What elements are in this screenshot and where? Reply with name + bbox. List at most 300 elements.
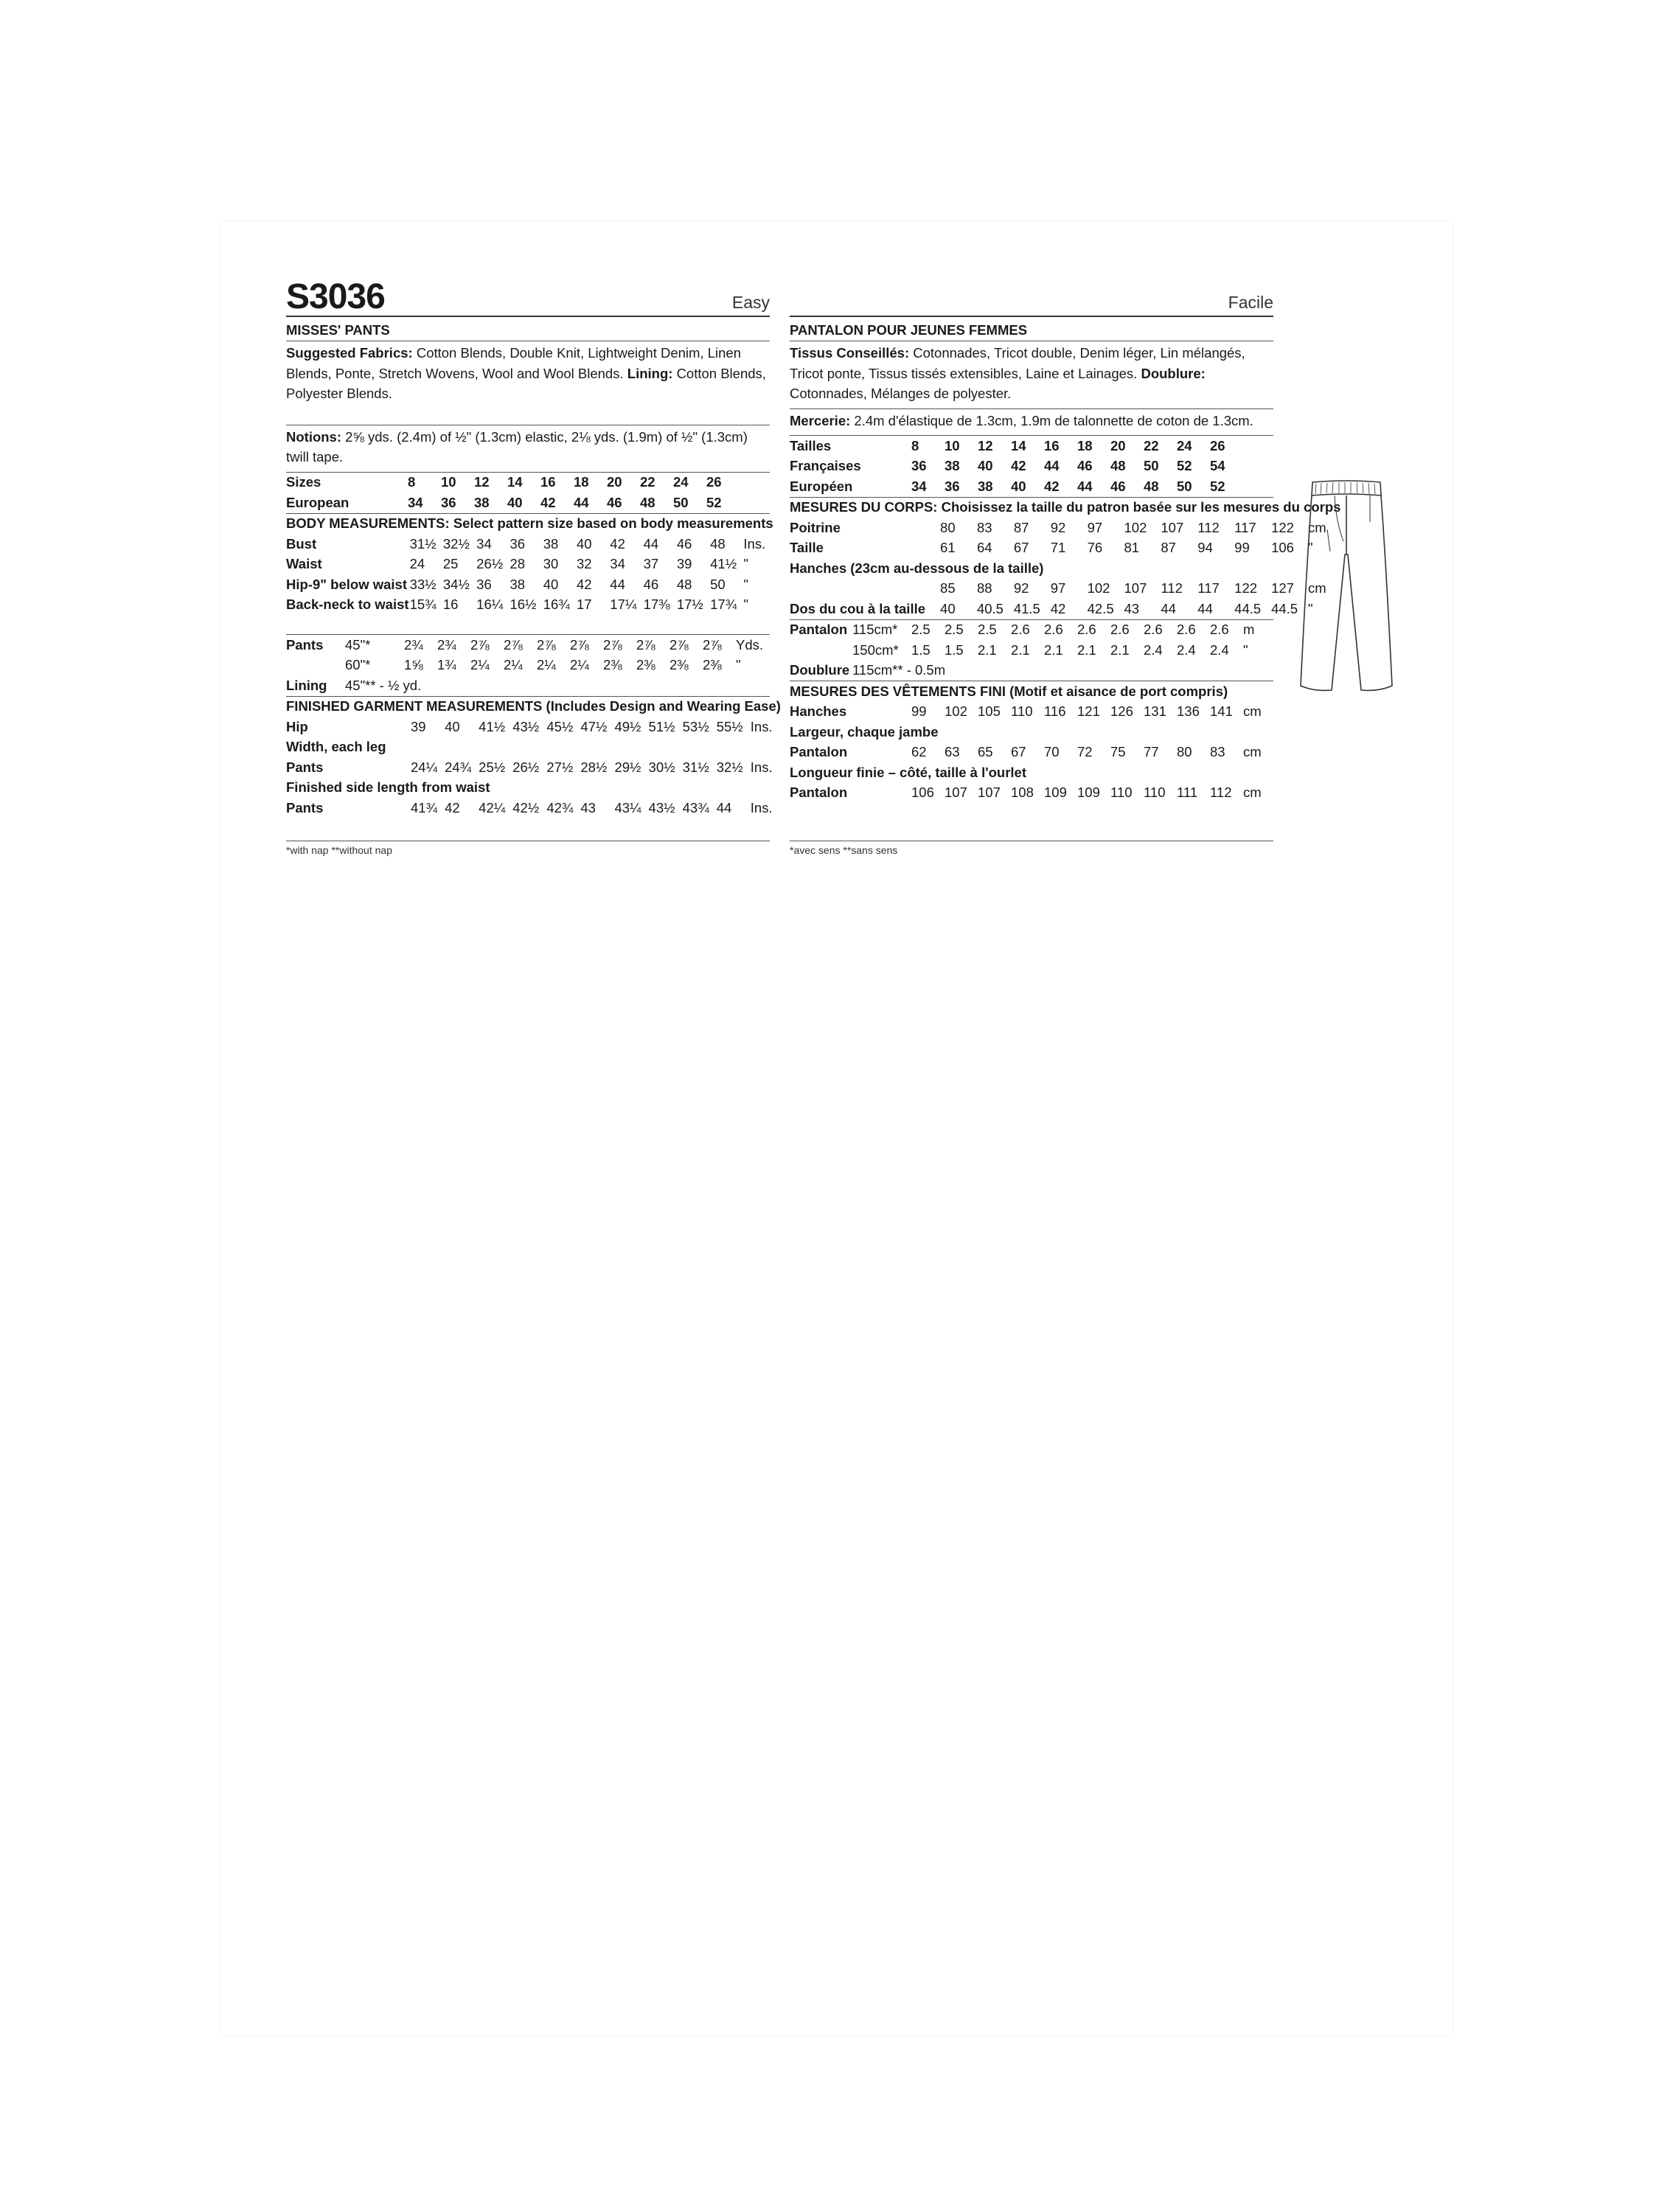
value-cell: 80 bbox=[940, 519, 956, 535]
value-cell: 36 bbox=[911, 458, 927, 474]
fabrics-section bbox=[286, 341, 770, 425]
value-cell: 46 bbox=[607, 494, 622, 510]
francaises-row bbox=[790, 456, 1243, 477]
value-cell: 40 bbox=[1011, 478, 1026, 494]
value-cell: 2.5 bbox=[945, 622, 964, 638]
value-cell: 34½ bbox=[442, 576, 470, 592]
value-cell: 32 bbox=[577, 556, 592, 572]
section-heading: MESURES DES VÊTEMENTS FINI (Motif et aisance de port compris) bbox=[790, 683, 1228, 699]
value-cell: 14 bbox=[507, 474, 523, 490]
header-en bbox=[286, 273, 770, 317]
value-cell: 48 bbox=[710, 535, 726, 552]
value-cell: 2⅞ bbox=[570, 636, 589, 653]
value-cell: 40 bbox=[577, 535, 592, 552]
value-cell: 20 bbox=[1110, 437, 1126, 453]
value-cell: 17 bbox=[577, 597, 592, 613]
english-column bbox=[286, 273, 781, 818]
yardage-row bbox=[790, 620, 1273, 641]
value-cell: 2⅞ bbox=[537, 636, 556, 653]
value-cell: 141 bbox=[1210, 703, 1233, 720]
value-cell: 39 bbox=[676, 556, 692, 572]
section-heading: BODY MEASUREMENTS: Select pattern size based on body measurements bbox=[286, 515, 773, 532]
value-cell: 2.6 bbox=[1210, 622, 1229, 638]
value-cell: 42¼ bbox=[479, 799, 506, 815]
body-measure-row bbox=[286, 534, 773, 554]
width-label: 115cm** - 0.5m bbox=[852, 662, 946, 678]
value-cell: 2.6 bbox=[1110, 622, 1130, 638]
value-cell: 99 bbox=[911, 703, 927, 720]
value-cell: 52 bbox=[1210, 478, 1225, 494]
value-cell: 20 bbox=[607, 474, 622, 490]
pants-line-drawing-icon bbox=[1298, 478, 1395, 699]
value-cell: 44 bbox=[1044, 458, 1060, 474]
lining-text: Cotton Blends, Polyester Blends. bbox=[286, 365, 766, 401]
value-cell: 17¼ bbox=[610, 597, 637, 613]
value-cell: 2¾ bbox=[404, 636, 423, 653]
unit-cell: " bbox=[1307, 540, 1313, 556]
value-cell: 92 bbox=[1050, 519, 1066, 535]
value-cell: 92 bbox=[1013, 580, 1029, 597]
value-cell: 42¾ bbox=[546, 799, 574, 815]
lining-row bbox=[286, 675, 765, 696]
largeur-row bbox=[790, 742, 1273, 763]
value-cell: 87 bbox=[1161, 540, 1176, 556]
value-cell: 41¾ bbox=[411, 799, 438, 815]
value-cell: 8 bbox=[911, 437, 919, 453]
length-row bbox=[286, 798, 781, 818]
unit-cell: m bbox=[1243, 622, 1255, 638]
row-label: Européen bbox=[790, 478, 853, 494]
value-cell: 48 bbox=[640, 494, 655, 510]
value-cell: 40.5 bbox=[976, 600, 1004, 616]
value-cell: 109 bbox=[1077, 785, 1100, 801]
row-label bbox=[790, 640, 852, 661]
value-cell: 117 bbox=[1234, 519, 1256, 535]
value-cell: 106 bbox=[1271, 540, 1294, 556]
value-cell: 102 bbox=[1087, 580, 1110, 597]
value-cell: 1⅝ bbox=[404, 657, 423, 673]
section-heading: Longueur finie – côté, taille à l'ourlet bbox=[790, 764, 1027, 780]
value-cell: 39 bbox=[411, 718, 426, 734]
value-cell: 64 bbox=[976, 540, 992, 556]
fabrics-section-fr bbox=[790, 341, 1273, 409]
value-cell: 42 bbox=[577, 576, 592, 592]
width-label: 45"* bbox=[345, 636, 371, 653]
value-cell: 8 bbox=[408, 474, 416, 490]
value-cell: 15¾ bbox=[409, 597, 437, 613]
value-cell: 36 bbox=[441, 494, 456, 510]
row-label: Lining bbox=[286, 677, 327, 693]
value-cell: 51½ bbox=[648, 718, 675, 734]
value-cell: 16¼ bbox=[476, 597, 504, 613]
unit-cell: " bbox=[736, 657, 741, 673]
value-cell: 2¼ bbox=[570, 657, 589, 673]
value-cell: 44 bbox=[610, 576, 625, 592]
value-cell: 48 bbox=[1144, 478, 1159, 494]
value-cell: 77 bbox=[1144, 744, 1159, 760]
value-cell: 45½ bbox=[546, 718, 574, 734]
tailles-row bbox=[790, 436, 1243, 456]
value-cell: 44.5 bbox=[1271, 600, 1298, 616]
value-cell: 42 bbox=[1011, 458, 1026, 474]
value-cell: 62 bbox=[911, 744, 927, 760]
unit-cell: cm bbox=[1243, 744, 1262, 760]
fabrics-label: Suggested Fabrics: bbox=[286, 345, 413, 361]
value-cell: 2.1 bbox=[1044, 641, 1063, 658]
value-cell: 2.5 bbox=[978, 622, 997, 638]
hanches-row bbox=[790, 579, 1340, 599]
value-cell: 55½ bbox=[716, 718, 743, 734]
value-cell: 1.5 bbox=[945, 641, 964, 658]
lining-label-fr: Doublure: bbox=[1141, 365, 1206, 381]
value-cell: 127 bbox=[1271, 580, 1294, 597]
row-label bbox=[286, 655, 345, 676]
row-label bbox=[790, 579, 940, 599]
value-cell: 65 bbox=[978, 744, 993, 760]
value-cell: 43¾ bbox=[682, 799, 709, 815]
value-cell: 110 bbox=[1110, 785, 1133, 801]
value-cell: 26½ bbox=[512, 759, 540, 775]
value-cell: 38 bbox=[474, 494, 490, 510]
value-cell: 40 bbox=[445, 718, 460, 734]
value-cell: 2.1 bbox=[1077, 641, 1096, 658]
section-heading-row bbox=[286, 697, 781, 717]
value-cell: 122 bbox=[1271, 519, 1294, 535]
value-cell: 29½ bbox=[614, 759, 641, 775]
yardage-row bbox=[286, 635, 765, 655]
value-cell: 42 bbox=[610, 535, 625, 552]
value-cell: 136 bbox=[1177, 703, 1200, 720]
value-cell: 2¼ bbox=[504, 657, 523, 673]
row-label: Hip bbox=[286, 718, 308, 734]
value-cell: 83 bbox=[1210, 744, 1225, 760]
value-cell: 112 bbox=[1161, 580, 1183, 597]
value-cell: 50 bbox=[1144, 458, 1159, 474]
value-cell: 24¾ bbox=[445, 759, 472, 775]
value-cell: 102 bbox=[945, 703, 967, 720]
section-heading: FINISHED GARMENT MEASUREMENTS (Includes Design and Wearing Ease) bbox=[286, 698, 781, 714]
value-cell: 2.4 bbox=[1177, 641, 1196, 658]
value-cell: 17½ bbox=[676, 597, 703, 613]
row-label: Tailles bbox=[790, 437, 832, 453]
width-row bbox=[286, 757, 781, 778]
hanches-fin-row bbox=[790, 702, 1273, 723]
row-label: Pants bbox=[286, 636, 324, 653]
body-measurements-en bbox=[286, 514, 773, 616]
value-cell: 16½ bbox=[509, 597, 537, 613]
row-label: Bust bbox=[286, 535, 317, 552]
row-label: Pantalon bbox=[790, 744, 848, 760]
value-cell: 10 bbox=[945, 437, 960, 453]
value-cell: 2⅞ bbox=[470, 636, 490, 653]
yardage-row bbox=[790, 640, 1273, 661]
fabrics-text: Cotton Blends, Double Knit, Lightweight Denim, Linen Blends, Ponte, Stretch Wovens, Wool and Wool Blends. bbox=[286, 345, 741, 381]
value-cell: 67 bbox=[1011, 744, 1026, 760]
value-cell: 2¼ bbox=[470, 657, 490, 673]
value-cell: 36 bbox=[476, 576, 492, 592]
value-cell: 61 bbox=[940, 540, 956, 556]
french-column bbox=[790, 273, 1341, 803]
section-heading: MESURES DU CORPS: Choisissez la taille du patron basée sur les mesures du corps bbox=[790, 499, 1341, 515]
value-cell: 40 bbox=[507, 494, 523, 510]
value-cell: 81 bbox=[1124, 540, 1140, 556]
value-cell: 38 bbox=[978, 478, 993, 494]
value-cell: 85 bbox=[940, 580, 956, 597]
value-cell: 40 bbox=[940, 600, 956, 616]
unit-cell: cm bbox=[1307, 580, 1326, 597]
row-label: Pants bbox=[286, 759, 324, 775]
value-cell: 38 bbox=[509, 576, 526, 592]
value-cell: 42 bbox=[1044, 478, 1060, 494]
value-cell: 107 bbox=[945, 785, 967, 801]
poitrine-row bbox=[790, 518, 1340, 538]
value-cell: 34 bbox=[476, 535, 492, 552]
value-cell: 107 bbox=[978, 785, 1001, 801]
value-cell: 10 bbox=[441, 474, 456, 490]
value-cell: 112 bbox=[1210, 785, 1232, 801]
value-cell: 87 bbox=[1013, 519, 1029, 535]
row-label: Françaises bbox=[790, 458, 861, 474]
value-cell: 40 bbox=[978, 458, 993, 474]
value-cell: 110 bbox=[1011, 703, 1033, 720]
value-cell: 2⅞ bbox=[703, 636, 722, 653]
value-cell: 111 bbox=[1177, 785, 1198, 801]
value-cell: 2.5 bbox=[911, 622, 931, 638]
body-measure-row bbox=[286, 595, 773, 616]
notions-label: Notions: bbox=[286, 428, 342, 445]
section-heading-row bbox=[790, 558, 1340, 579]
value-cell: 36 bbox=[509, 535, 526, 552]
value-cell: 31½ bbox=[682, 759, 709, 775]
width-label: 150cm* bbox=[852, 641, 899, 658]
row-label: Doublure bbox=[790, 662, 850, 678]
value-cell: 76 bbox=[1087, 540, 1103, 556]
value-cell: 46 bbox=[1110, 478, 1126, 494]
value-cell: 88 bbox=[976, 580, 992, 597]
body-measure-row bbox=[286, 554, 773, 575]
yardage-row bbox=[286, 655, 765, 676]
value-cell: 36 bbox=[945, 478, 960, 494]
value-cell: 50 bbox=[1177, 478, 1192, 494]
value-cell: 2.1 bbox=[1011, 641, 1030, 658]
value-cell: 108 bbox=[1011, 785, 1034, 801]
value-cell: 37 bbox=[643, 556, 659, 572]
value-cell: 38 bbox=[543, 535, 559, 552]
unit-cell: " bbox=[1243, 641, 1248, 658]
dos-row bbox=[790, 599, 1340, 619]
unit-cell: " bbox=[743, 597, 748, 613]
value-cell: 22 bbox=[1144, 437, 1159, 453]
value-cell: 41.5 bbox=[1013, 600, 1040, 616]
value-cell: 42½ bbox=[512, 799, 540, 815]
section-heading-row bbox=[790, 762, 1273, 783]
section-heading: Hanches (23cm au-dessous de la taille) bbox=[790, 560, 1044, 576]
value-cell: 24¼ bbox=[411, 759, 438, 775]
value-cell: 34 bbox=[408, 494, 423, 510]
value-cell: 40 bbox=[543, 576, 559, 592]
value-cell: 43¼ bbox=[614, 799, 641, 815]
body-measure-row bbox=[286, 574, 773, 595]
section-heading-row bbox=[286, 737, 781, 758]
notions-section bbox=[286, 425, 770, 473]
value-cell: 42 bbox=[445, 799, 460, 815]
value-cell: 70 bbox=[1044, 744, 1060, 760]
value-cell: 12 bbox=[474, 474, 490, 490]
value-cell: 53½ bbox=[682, 718, 709, 734]
value-cell: 112 bbox=[1197, 519, 1220, 535]
value-cell: 97 bbox=[1087, 519, 1103, 535]
value-cell: 26 bbox=[706, 474, 722, 490]
value-cell: 2.6 bbox=[1077, 622, 1096, 638]
value-cell: 67 bbox=[1013, 540, 1029, 556]
value-cell: 107 bbox=[1124, 580, 1147, 597]
unit-cell: Ins. bbox=[750, 799, 773, 815]
unit-cell: " bbox=[743, 576, 748, 592]
unit-cell: Ins. bbox=[750, 718, 773, 734]
value-cell: 28 bbox=[509, 556, 526, 572]
sizes-table-fr bbox=[790, 436, 1243, 497]
value-cell: 16 bbox=[442, 597, 459, 613]
section-heading-row bbox=[790, 498, 1340, 518]
value-cell: 1¾ bbox=[437, 657, 456, 673]
unit-cell: cm bbox=[1243, 785, 1262, 801]
value-cell: 42 bbox=[1050, 600, 1066, 616]
value-cell: 31½ bbox=[409, 535, 437, 552]
value-cell: 126 bbox=[1110, 703, 1133, 720]
width-label: 45"** - ½ yd. bbox=[345, 677, 422, 693]
value-cell: 2.4 bbox=[1210, 641, 1229, 658]
width-label: 60"* bbox=[345, 657, 371, 673]
value-cell: 105 bbox=[978, 703, 1001, 720]
row-label: Hip-9" below waist bbox=[286, 576, 407, 592]
value-cell: 16 bbox=[540, 474, 556, 490]
value-cell: 46 bbox=[643, 576, 659, 592]
finished-measurements-en bbox=[286, 697, 781, 818]
value-cell: 43 bbox=[1124, 600, 1140, 616]
doublure-row bbox=[790, 661, 1273, 681]
yardage-table-fr bbox=[790, 620, 1273, 681]
value-cell: 75 bbox=[1110, 744, 1126, 760]
row-label: Hanches bbox=[790, 703, 847, 720]
value-cell: 18 bbox=[1077, 437, 1093, 453]
value-cell: 16 bbox=[1044, 437, 1060, 453]
value-cell: 83 bbox=[976, 519, 992, 535]
value-cell: 33½ bbox=[409, 576, 437, 592]
difficulty-level: Easy bbox=[731, 293, 770, 312]
value-cell: 2.1 bbox=[978, 641, 997, 658]
value-cell: 52 bbox=[1177, 458, 1192, 474]
value-cell: 42 bbox=[540, 494, 556, 510]
value-cell: 43½ bbox=[512, 718, 540, 734]
value-cell: 44 bbox=[1077, 478, 1093, 494]
unit-cell: cm bbox=[1307, 519, 1326, 535]
value-cell: 2⅞ bbox=[504, 636, 523, 653]
value-cell: 44 bbox=[1197, 600, 1213, 616]
value-cell: 2¾ bbox=[437, 636, 456, 653]
difficulty-level-fr: Facile bbox=[1228, 293, 1273, 312]
row-label: Pantalon bbox=[790, 622, 848, 638]
value-cell: 131 bbox=[1144, 703, 1166, 720]
lining-text-fr: Cotonnades, Mélanges de polyester. bbox=[790, 386, 1012, 401]
value-cell: 24 bbox=[673, 474, 689, 490]
garment-title: MISSES' PANTS bbox=[286, 317, 770, 341]
garment-title-fr: PANTALON POUR JEUNES FEMMES bbox=[790, 317, 1273, 341]
value-cell: 30½ bbox=[648, 759, 675, 775]
value-cell: 2⅞ bbox=[603, 636, 622, 653]
value-cell: 44.5 bbox=[1234, 600, 1262, 616]
value-cell: 2⅞ bbox=[669, 636, 689, 653]
value-cell: 12 bbox=[978, 437, 993, 453]
row-label: Back-neck to waist bbox=[286, 597, 409, 613]
value-cell: 44 bbox=[643, 535, 659, 552]
fabrics-text-fr: Cotonnades, Tricot double, Denim léger, Lin mélangés, Tricot ponte, Tissus tissés extensibles, Laine et Lainages. bbox=[790, 345, 1245, 381]
header-fr bbox=[790, 273, 1273, 317]
value-cell: 48 bbox=[1110, 458, 1126, 474]
value-cell: 27½ bbox=[546, 759, 574, 775]
value-cell: 41½ bbox=[479, 718, 506, 734]
value-cell: 50 bbox=[710, 576, 726, 592]
value-cell: 22 bbox=[640, 474, 655, 490]
section-heading-row bbox=[790, 681, 1273, 702]
unit-cell: " bbox=[1307, 600, 1313, 616]
lining-label: Lining: bbox=[627, 365, 673, 381]
body-measurements-fr bbox=[790, 498, 1340, 619]
taille-row bbox=[790, 538, 1340, 559]
value-cell: 43½ bbox=[648, 799, 675, 815]
european-row bbox=[286, 493, 740, 513]
value-cell: 34 bbox=[911, 478, 927, 494]
value-cell: 102 bbox=[1124, 519, 1147, 535]
value-cell: 94 bbox=[1197, 540, 1213, 556]
unit-cell: Ins. bbox=[743, 535, 766, 552]
value-cell: 14 bbox=[1011, 437, 1026, 453]
row-label: European bbox=[286, 494, 349, 510]
value-cell: 2.1 bbox=[1110, 641, 1130, 658]
section-heading: Largeur, chaque jambe bbox=[790, 723, 939, 740]
row-label: Pantalon bbox=[790, 785, 848, 801]
fabrics-label-fr: Tissus Conseillés: bbox=[790, 345, 910, 361]
europeen-row bbox=[790, 476, 1243, 497]
value-cell: 32½ bbox=[442, 535, 470, 552]
value-cell: 52 bbox=[706, 494, 722, 510]
value-cell: 44 bbox=[1161, 600, 1176, 616]
notions-text-fr: 2.4m d'élastique de 1.3cm, 1.9m de talonnette de coton de 1.3cm. bbox=[854, 412, 1253, 428]
value-cell: 99 bbox=[1234, 540, 1250, 556]
value-cell: 63 bbox=[945, 744, 960, 760]
value-cell: 80 bbox=[1177, 744, 1192, 760]
value-cell: 42.5 bbox=[1087, 600, 1114, 616]
value-cell: 2⅜ bbox=[703, 657, 722, 673]
sizes-row bbox=[286, 473, 740, 493]
row-label: Dos du cou à la taille bbox=[790, 600, 926, 616]
notions-section-fr bbox=[790, 409, 1273, 437]
value-cell: 116 bbox=[1044, 703, 1066, 720]
value-cell: 71 bbox=[1050, 540, 1066, 556]
value-cell: 2⅜ bbox=[603, 657, 622, 673]
value-cell: 17¾ bbox=[710, 597, 737, 613]
row-label: Poitrine bbox=[790, 519, 841, 535]
value-cell: 28½ bbox=[580, 759, 608, 775]
value-cell: 2⅜ bbox=[669, 657, 689, 673]
value-cell: 25 bbox=[442, 556, 459, 572]
section-heading-row bbox=[286, 514, 773, 535]
value-cell: 26 bbox=[1210, 437, 1225, 453]
value-cell: 18 bbox=[574, 474, 589, 490]
value-cell: 44 bbox=[716, 799, 732, 815]
value-cell: 46 bbox=[676, 535, 692, 552]
section-heading-row bbox=[790, 722, 1273, 742]
value-cell: 17⅜ bbox=[643, 597, 670, 613]
